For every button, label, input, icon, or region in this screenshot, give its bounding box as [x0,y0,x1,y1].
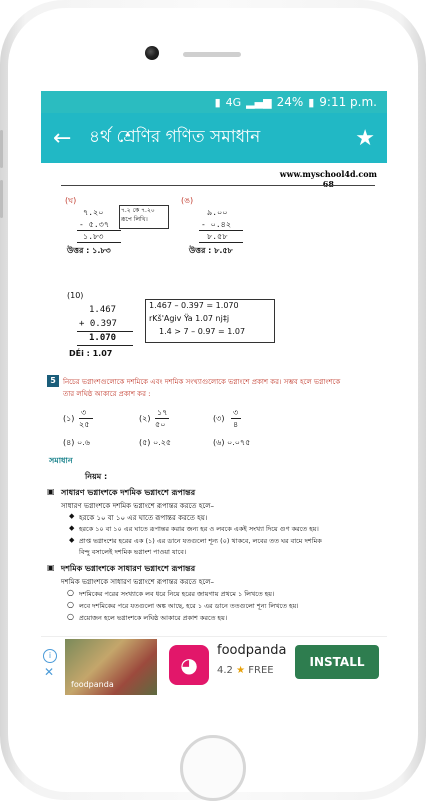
page-title: ৪র্থ শ্রেণির গণিত সমাধান [89,127,261,147]
bullet-circle-icon: ○ [67,588,74,597]
math-line: ৭.২০ [83,208,104,217]
math-line: ৯.০০ [207,208,228,217]
fraction-denominator: ৪ [233,420,239,429]
option: (৬) ০.০৭৫ [213,438,251,447]
math-result: 1.070 [89,333,117,343]
part-label: (ঙ) [181,196,194,205]
math-line: - ৫.৩৭ [79,220,110,229]
option: (৪) ০.৬ [63,438,90,447]
section-heading: সাধারণ ভগ্নাংশকে দশমিক ভগ্নাংশে রূপান্তর [61,488,196,497]
section-heading: দশমিক ভগ্নাংশকে সাধারণ ভগ্নাংশে রূপান্তর [61,564,196,573]
math-line: + 0.397 [79,319,117,329]
option-label: (৩) [213,414,225,423]
app-bar [41,113,387,163]
fraction-numerator: ৩ [81,408,87,417]
site-header [280,169,377,189]
section-icon: ▣ [47,563,55,572]
solution-heading: সমাধান [49,456,73,465]
side-note: ৭.২ কে ৭.২০ রূপে লিখি। [121,207,155,223]
math-line: 1.467 [89,305,117,315]
math-result: ১.৮৩ [83,232,104,241]
battery-percent: 24% [276,95,304,109]
ad-info-icon[interactable]: i [43,649,57,663]
status-bar [41,91,387,113]
option-label: (১) [63,414,75,423]
bullet-text: হরকে ১০ বা ১০ এর ঘাতে রূপান্তর করার জন্য হর ও লবকে একই সংখ্যা দিয়ে গুণ করতে হয়। [79,525,319,533]
fraction-numerator: ১৭ [157,408,168,417]
rule-heading: নিয়ম : [85,472,108,481]
paragraph: দশমিক ভগ্নাংশকে সাধারণ ভগ্নাংশে রূপান্তর করতে হলে– [61,578,214,586]
bullet-icon: ◆ [69,536,75,544]
clock: 9:11 p.m. [319,95,377,109]
star-icon[interactable]: ★ [355,125,375,151]
fraction-denominator: ৫০ [155,420,166,429]
part-label: (ঘ) [65,196,77,205]
side-note: 1.467 – 0.397 = 1.070 [149,301,239,310]
bullet-text: প্রাপ্ত ভগ্নাংশের হরের এক (১) এর ডানে যতগুলো শূন্য (০) থাকবে, লবের তত ঘর বামে দশমিক [79,537,322,545]
bullet-text: বিন্দু বসালেই দশমিক ভগ্নাংশ পাওয়া যাবে। [79,548,187,556]
ad-image-caption: foodpanda [71,680,114,689]
math-line: - ০.৪২ [201,220,232,229]
document-view[interactable] [41,163,387,637]
ad-banner[interactable] [41,636,387,705]
bullet-text: লবে দশমিকের পরে যতগুলো অঙ্ক আছে, হরে ১ এর ডানে ততগুলো শূন্য লিখতে হয়। [79,602,299,610]
ad-image[interactable] [65,639,157,695]
back-arrow-icon[interactable]: ← [53,125,72,151]
sim-icon: ▮ [214,95,221,109]
volume-button [0,180,3,218]
option: (৫) ০.২৫ [139,438,172,447]
bullet-icon: ◆ [69,524,75,532]
question-text: নিচের ভগ্নাংশগুলোকে দশমিকে এবং দশমিক সংখ্যাগুলোকে ভগ্নাংশে প্রকাশ কর। সম্ভব হলে ভগ্নাংশকে [63,378,341,386]
paragraph: সাধারণ ভগ্নাংশকে দশমিক ভগ্নাংশে রূপান্তর করতে হলে– [61,502,214,510]
answer: উত্তর : ১.৮৩ [67,246,111,255]
ad-app-name: foodpanda [217,643,287,658]
page-number: 68 [322,179,334,189]
question-text: তার লঘিষ্ঠ আকারে প্রকাশ কর : [63,390,151,398]
section-icon: ▣ [47,487,55,496]
signal-icon: ▂▄▆ [246,95,272,109]
rating-value: 4.2 [217,665,233,676]
bullet-circle-icon: ○ [67,600,74,609]
bullet-circle-icon: ○ [67,612,74,621]
screen [41,91,387,705]
bullet-text: প্রয়োজন হলে ভগ্নাংশকে লঘিষ্ঠ আকারে প্রকাশ করতে হয়। [79,614,228,622]
bullet-text: দশমিকের পরের সংখ্যাকে লব ধরে নিয়ে হরের জায়গায় প্রথমে ১ লিখতে হয়। [79,590,275,598]
side-note: 1.4 > 7 – 0.97 = 1.07 [159,327,246,336]
bullet-text: হরকে ১০ বা ১০ এর ঘাতে রূপান্তর করতে হয়। [79,514,208,522]
header-divider [61,185,375,186]
foodpanda-logo-icon[interactable]: ◕ [169,645,209,685]
network-type-label: 4G [225,95,242,109]
front-camera [145,46,159,60]
side-note: rKš'Agiv Ÿa 1.07 nj‡j [149,314,230,323]
question-number: 5 [47,375,59,387]
answer: উত্তর : ৮.৫৮ [189,246,233,255]
option-label: (২) [139,414,151,423]
fraction-numerator: ৩ [233,408,239,417]
site-url: www.myschool4d.com [279,169,377,179]
star-icon: ★ [236,665,246,676]
home-button[interactable] [180,735,246,801]
volume-button [0,130,3,168]
close-icon[interactable]: ✕ [44,665,55,679]
battery-icon: ▮ [308,95,315,109]
answer: DÉi : 1.07 [69,349,113,358]
ad-rating [217,665,274,676]
bullet-icon: ◆ [69,512,75,520]
math-result: ৮.৫৮ [207,232,228,241]
install-button[interactable]: INSTALL [295,645,379,679]
fraction-denominator: ২৫ [79,420,90,429]
part-label: (10) [67,291,84,300]
price-label: FREE [248,665,274,676]
earpiece-speaker [183,52,241,57]
